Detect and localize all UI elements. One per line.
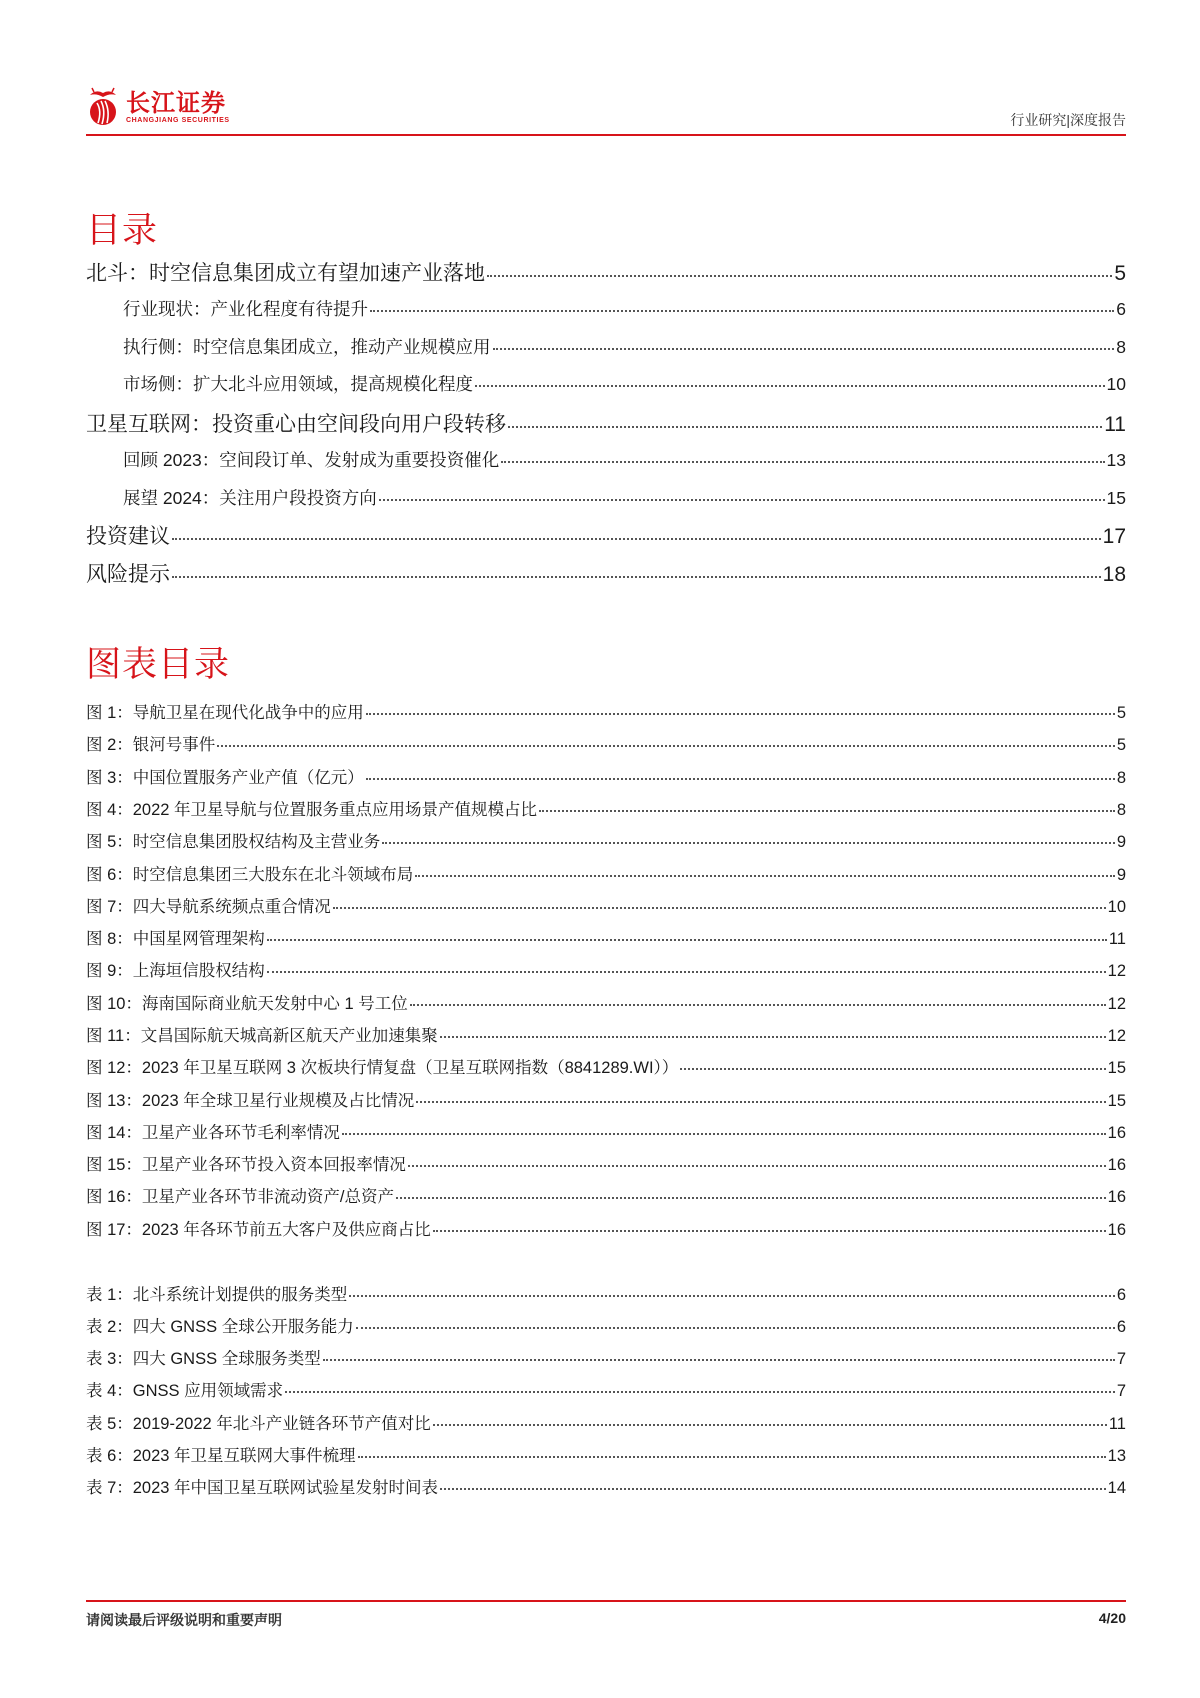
toc-title: 目录 — [86, 211, 159, 251]
figure-item[interactable] — [86, 699, 1126, 723]
dot-leader — [333, 907, 1106, 909]
footer-disclaimer[interactable]: 请阅读最后评级说明和重要声明 — [86, 1612, 282, 1628]
figure-item[interactable] — [86, 893, 1126, 917]
dot-leader — [217, 745, 1115, 747]
page-header — [86, 84, 1126, 140]
logo-english-name: CHANGJIANG SECURITIES — [126, 116, 230, 124]
dot-leader — [349, 1295, 1115, 1297]
toc-item[interactable] — [86, 447, 1126, 472]
table-item[interactable] — [86, 1345, 1126, 1369]
toc-item[interactable] — [86, 485, 1126, 510]
dot-leader — [342, 1133, 1106, 1135]
dot-leader — [396, 1197, 1106, 1199]
figure-item[interactable] — [86, 1119, 1126, 1143]
figure-item-label: 图 2：银河号事件 — [86, 736, 216, 754]
figure-item-label: 图 13：2023 年全球卫星行业规模及占比情况 — [86, 1092, 415, 1110]
figure-item-label: 图 4：2022 年卫星导航与位置服务重点应用场景产值规模占比 — [86, 801, 538, 819]
figure-item[interactable] — [86, 764, 1126, 788]
toc-item-label: 行业现状：产业化程度有待提升 — [123, 299, 368, 319]
dot-leader — [356, 1327, 1115, 1329]
report-category: 行业研究|深度报告 — [1010, 112, 1126, 128]
company-logo — [86, 84, 230, 130]
figure-item[interactable] — [86, 1022, 1126, 1046]
toc-item-label: 市场侧：扩大北斗应用领域，提高规模化程度 — [123, 374, 473, 394]
figure-item-label: 图 1：导航卫星在现代化战争中的应用 — [86, 704, 364, 722]
toc-item-page: 8 — [1116, 337, 1126, 357]
figure-item[interactable] — [86, 828, 1126, 852]
table-item-page: 11 — [1108, 1415, 1126, 1433]
dot-leader — [366, 778, 1115, 780]
toc-item[interactable] — [86, 334, 1126, 359]
figure-item[interactable] — [86, 731, 1126, 755]
figure-item-page: 16 — [1107, 1124, 1126, 1142]
table-item-label: 表 7：2023 年中国卫星互联网试验星发射时间表 — [86, 1479, 439, 1497]
dot-leader — [366, 713, 1115, 715]
table-item[interactable] — [86, 1313, 1126, 1337]
toc-item-label: 回顾 2023：空间段订单、发射成为重要投资催化 — [123, 450, 500, 470]
table-item-page: 7 — [1116, 1382, 1126, 1400]
figure-item-page: 8 — [1116, 769, 1126, 787]
table-item[interactable] — [86, 1474, 1126, 1498]
dot-leader — [508, 426, 1102, 428]
figure-item-label: 图 5：时空信息集团股权结构及主营业务 — [86, 833, 381, 851]
figure-item-label: 图 15：卫星产业各环节投入资本回报率情况 — [86, 1156, 406, 1174]
dot-leader — [172, 538, 1101, 540]
figure-item-page: 11 — [1108, 930, 1126, 948]
toc-item-label: 北斗：时空信息集团成立有望加速产业落地 — [86, 262, 485, 285]
figure-item-page: 16 — [1107, 1188, 1126, 1206]
toc-item-page: 15 — [1106, 488, 1126, 508]
dot-leader — [680, 1068, 1105, 1070]
figure-item[interactable] — [86, 925, 1126, 949]
table-item[interactable] — [86, 1377, 1126, 1401]
figure-item[interactable] — [86, 861, 1126, 885]
dot-leader — [415, 875, 1115, 877]
toc-item[interactable] — [86, 520, 1126, 550]
figure-item[interactable] — [86, 1183, 1126, 1207]
figure-item[interactable] — [86, 1054, 1126, 1078]
dot-leader — [539, 810, 1115, 812]
dot-leader — [267, 971, 1106, 973]
dot-leader — [379, 499, 1105, 501]
table-item-page: 7 — [1116, 1350, 1126, 1368]
figure-item-label: 图 9：上海垣信股权结构 — [86, 962, 265, 980]
toc-item-label: 展望 2024：关注用户段投资方向 — [123, 488, 377, 508]
table-item-label: 表 1：北斗系统计划提供的服务类型 — [86, 1286, 348, 1304]
dot-leader — [440, 1488, 1106, 1490]
dot-leader — [433, 1424, 1107, 1426]
toc-item-label: 卫星互联网：投资重心由空间段向用户段转移 — [86, 413, 506, 436]
figure-item[interactable] — [86, 1087, 1126, 1111]
dot-leader — [410, 1004, 1106, 1006]
figure-toc-title: 图表目录 — [86, 645, 231, 685]
table-item[interactable] — [86, 1281, 1126, 1305]
toc-item[interactable] — [86, 296, 1126, 321]
dot-leader — [323, 1359, 1115, 1361]
figure-item-page: 12 — [1107, 995, 1126, 1013]
dot-leader — [493, 348, 1115, 350]
figure-item-label: 图 3：中国位置服务产业产值（亿元） — [86, 769, 364, 787]
header-divider — [86, 134, 1126, 136]
dot-leader — [440, 1036, 1106, 1038]
toc-item-page: 17 — [1102, 525, 1126, 548]
toc-item-label: 执行侧：时空信息集团成立，推动产业规模应用 — [123, 337, 491, 357]
table-item[interactable] — [86, 1410, 1126, 1434]
figure-item-label: 图 8：中国星网管理架构 — [86, 930, 265, 948]
dot-leader — [487, 275, 1112, 277]
figure-item-label: 图 10：海南国际商业航天发射中心 1 号工位 — [86, 995, 408, 1013]
dot-leader — [285, 1391, 1115, 1393]
toc-item[interactable] — [86, 408, 1126, 438]
table-item-label: 表 6：2023 年卫星互联网大事件梳理 — [86, 1447, 356, 1465]
dot-leader — [416, 1101, 1105, 1103]
toc-item-page: 10 — [1106, 374, 1126, 394]
changjiang-logo-icon — [86, 87, 120, 127]
figure-item-label: 图 12：2023 年卫星互联网 3 次板块行情复盘（卫星互联网指数（8841289.WI）） — [86, 1059, 679, 1077]
figure-item-page: 15 — [1107, 1059, 1126, 1077]
figure-item-page: 9 — [1116, 833, 1126, 851]
table-item-page: 13 — [1107, 1447, 1126, 1465]
table-item[interactable] — [86, 1442, 1126, 1466]
figure-item-page: 16 — [1107, 1221, 1126, 1239]
logo-chinese-name: 长江证券 — [126, 87, 226, 117]
figure-item-page: 12 — [1107, 962, 1126, 980]
dot-leader — [358, 1456, 1106, 1458]
dot-leader — [501, 461, 1104, 463]
toc-item-page: 6 — [1116, 299, 1126, 319]
dot-leader — [172, 576, 1101, 578]
figure-item[interactable] — [86, 796, 1126, 820]
table-item-label: 表 4：GNSS 应用领域需求 — [86, 1382, 284, 1400]
dot-leader — [382, 842, 1115, 844]
figure-item-label: 图 17：2023 年各环节前五大客户及供应商占比 — [86, 1221, 431, 1239]
footer-divider — [86, 1600, 1126, 1602]
table-item-page: 14 — [1107, 1479, 1126, 1497]
figure-item-page: 10 — [1107, 898, 1126, 916]
figure-item-label: 图 6：时空信息集团三大股东在北斗领域布局 — [86, 866, 414, 884]
table-item-page: 6 — [1116, 1318, 1126, 1336]
toc-item-label: 投资建议 — [86, 525, 170, 548]
table-item-label: 表 2：四大 GNSS 全球公开服务能力 — [86, 1318, 354, 1336]
toc-item[interactable] — [86, 558, 1126, 588]
toc-item-page: 5 — [1114, 262, 1126, 285]
figure-item-page: 9 — [1116, 866, 1126, 884]
toc-item[interactable] — [86, 371, 1126, 396]
table-item-label: 表 5：2019-2022 年北斗产业链各环节产值对比 — [86, 1415, 431, 1433]
figure-item[interactable] — [86, 990, 1126, 1014]
toc-item-page: 13 — [1106, 450, 1126, 470]
toc-item-page: 11 — [1104, 413, 1126, 436]
figure-item-label: 图 16：卫星产业各环节非流动资产/总资产 — [86, 1188, 395, 1206]
dot-leader — [433, 1230, 1106, 1232]
dot-leader — [408, 1165, 1106, 1167]
toc-item-label: 风险提示 — [86, 563, 170, 586]
table-item-label: 表 3：四大 GNSS 全球服务类型 — [86, 1350, 321, 1368]
figure-item-page: 15 — [1107, 1092, 1126, 1110]
figure-item-label: 图 11：文昌国际航天城高新区航天产业加速集聚 — [86, 1027, 438, 1045]
figure-item[interactable] — [86, 957, 1126, 981]
dot-leader — [267, 939, 1107, 941]
dot-leader — [370, 310, 1114, 312]
table-item-page: 6 — [1116, 1286, 1126, 1304]
figure-item-page: 16 — [1107, 1156, 1126, 1174]
figure-item-label: 图 7：四大导航系统频点重合情况 — [86, 898, 331, 916]
figure-item-page: 8 — [1116, 801, 1126, 819]
toc-item[interactable] — [86, 257, 1126, 287]
toc-item-page: 18 — [1102, 563, 1126, 586]
figure-item-page: 5 — [1116, 704, 1126, 722]
figure-item[interactable] — [86, 1151, 1126, 1175]
figure-item-page: 5 — [1116, 736, 1126, 754]
page-number: 4/20 — [1098, 1610, 1126, 1626]
dot-leader — [475, 385, 1105, 387]
figure-item[interactable] — [86, 1216, 1126, 1240]
figure-item-label: 图 14：卫星产业各环节毛利率情况 — [86, 1124, 340, 1142]
figure-item-page: 12 — [1107, 1027, 1126, 1045]
